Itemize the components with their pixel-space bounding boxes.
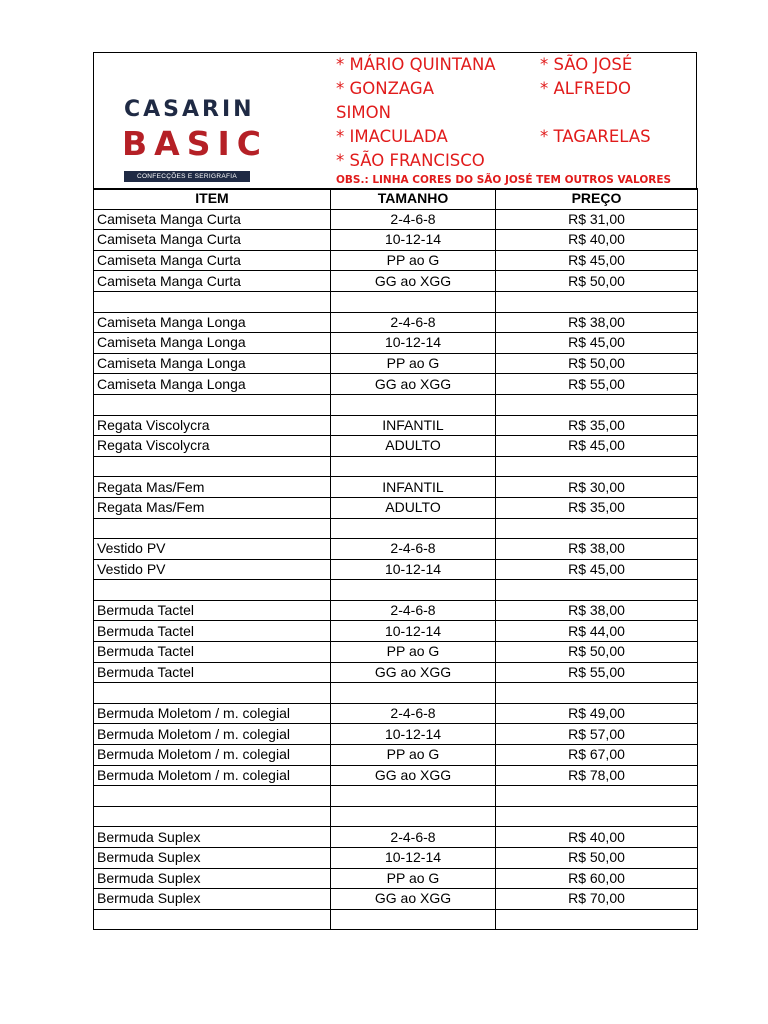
table-row [94,415,698,436]
item-cell: Bermuda Moletom / m. colegial [94,724,331,745]
size-cell: 10-12-14 [331,230,496,251]
item-cell: Bermuda Tactel [94,642,331,663]
item-cell: Regata Mas/Fem [94,477,331,498]
item-cell [94,786,331,807]
size-cell [331,518,496,539]
item-cell: Camiseta Manga Curta [94,209,331,230]
table-row [94,703,698,724]
table-row [94,662,698,683]
column-header-size: TAMANHO [331,189,496,210]
table-header-row [94,189,698,210]
price-cell: R$ 45,00 [496,333,698,354]
price-cell: R$ 45,00 [496,559,698,580]
table-row [94,291,698,312]
table-row [94,374,698,395]
size-cell: PP ao G [331,868,496,889]
school-alfredo: * ALFREDO [540,79,632,98]
price-cell: R$ 38,00 [496,600,698,621]
price-cell: R$ 67,00 [496,745,698,766]
table-row [94,559,698,580]
size-cell [331,806,496,827]
table-row [94,642,698,663]
table-row [94,209,698,230]
table-row [94,621,698,642]
size-cell: PP ao G [331,642,496,663]
item-cell: Camiseta Manga Curta [94,250,331,271]
item-cell [94,394,331,415]
item-cell: Bermuda Moletom / m. colegial [94,745,331,766]
table-row [94,477,698,498]
item-cell: Camiseta Manga Longa [94,353,331,374]
size-cell: GG ao XGG [331,374,496,395]
size-cell: INFANTIL [331,477,496,498]
table-row [94,271,698,292]
size-cell [331,394,496,415]
item-cell [94,580,331,601]
price-cell: R$ 78,00 [496,765,698,786]
item-cell: Bermuda Suplex [94,827,331,848]
table-row [94,497,698,518]
observation-note: OBS.: LINHA CORES DO SÃO JOSÉ TEM OUTROS VALORES [336,174,672,186]
price-cell [496,456,698,477]
item-cell [94,291,331,312]
item-cell: Bermuda Suplex [94,848,331,869]
price-cell: R$ 70,00 [496,889,698,910]
item-cell: Regata Viscolycra [94,415,331,436]
item-cell [94,683,331,704]
price-cell: R$ 55,00 [496,662,698,683]
table-row [94,868,698,889]
price-cell [496,806,698,827]
price-cell [496,291,698,312]
size-cell [331,909,496,930]
price-table [93,188,698,930]
item-cell: Camiseta Manga Curta [94,271,331,292]
size-cell: 10-12-14 [331,848,496,869]
price-cell: R$ 45,00 [496,436,698,457]
size-cell: 2-4-6-8 [331,600,496,621]
price-cell: R$ 49,00 [496,703,698,724]
table-row [94,539,698,560]
table-row [94,827,698,848]
table-row [94,806,698,827]
header-box [93,52,697,190]
table-row [94,848,698,869]
item-cell: Camiseta Manga Longa [94,333,331,354]
size-cell: ADULTO [331,436,496,457]
price-cell: R$ 50,00 [496,642,698,663]
size-cell: 2-4-6-8 [331,827,496,848]
size-cell: 2-4-6-8 [331,312,496,333]
school-mario-quintana: * MÁRIO QUINTANA [336,55,496,74]
table-row [94,909,698,930]
logo-tagline: CONFECÇÕES E SERIGRAFIA [124,171,250,182]
school-simon: SIMON [336,103,391,122]
table-row [94,394,698,415]
price-cell [496,518,698,539]
size-cell: 2-4-6-8 [331,209,496,230]
table-row [94,353,698,374]
price-cell [496,394,698,415]
table-row [94,683,698,704]
item-cell: Vestido PV [94,539,331,560]
size-cell [331,456,496,477]
size-cell [331,291,496,312]
table-row [94,600,698,621]
price-cell: R$ 50,00 [496,848,698,869]
size-cell: 10-12-14 [331,621,496,642]
size-cell [331,786,496,807]
item-cell: Bermuda Tactel [94,621,331,642]
price-cell: R$ 35,00 [496,497,698,518]
item-cell: Camiseta Manga Curta [94,230,331,251]
size-cell: PP ao G [331,250,496,271]
size-cell: ADULTO [331,497,496,518]
price-cell: R$ 50,00 [496,271,698,292]
size-cell: 10-12-14 [331,559,496,580]
item-cell: Bermuda Tactel [94,662,331,683]
price-cell [496,580,698,601]
table-row [94,786,698,807]
size-cell: 10-12-14 [331,333,496,354]
table-row [94,312,698,333]
item-cell [94,456,331,477]
price-cell: R$ 40,00 [496,827,698,848]
table-row [94,518,698,539]
item-cell: Bermuda Moletom / m. colegial [94,765,331,786]
price-cell: R$ 44,00 [496,621,698,642]
price-cell: R$ 30,00 [496,477,698,498]
school-sao-jose: * SÃO JOSÉ [540,55,633,74]
item-cell: Bermuda Suplex [94,889,331,910]
price-cell: R$ 40,00 [496,230,698,251]
table-row [94,436,698,457]
item-cell: Bermuda Suplex [94,868,331,889]
price-cell: R$ 50,00 [496,353,698,374]
school-tagarelas: * TAGARELAS [540,127,651,146]
item-cell: Regata Mas/Fem [94,497,331,518]
price-cell: R$ 38,00 [496,312,698,333]
price-cell: R$ 31,00 [496,209,698,230]
size-cell: GG ao XGG [331,765,496,786]
price-list-sheet [93,52,697,942]
price-cell [496,909,698,930]
item-cell: Camiseta Manga Longa [94,374,331,395]
price-cell: R$ 35,00 [496,415,698,436]
column-header-price: PREÇO [496,189,698,210]
school-imaculada: * IMACULADA [336,127,448,146]
table-row [94,724,698,745]
table-row [94,230,698,251]
item-cell: Regata Viscolycra [94,436,331,457]
logo-casarin-text: CASARIN [124,97,255,122]
logo-basic-text: BASIC [122,124,268,163]
table-row [94,456,698,477]
size-cell: INFANTIL [331,415,496,436]
size-cell: GG ao XGG [331,889,496,910]
casarin-basic-logo [122,97,268,185]
size-cell [331,683,496,704]
price-cell: R$ 60,00 [496,868,698,889]
size-cell: PP ao G [331,353,496,374]
price-cell: R$ 38,00 [496,539,698,560]
item-cell: Bermuda Tactel [94,600,331,621]
table-row [94,889,698,910]
price-cell [496,683,698,704]
price-cell [496,786,698,807]
table-row [94,765,698,786]
size-cell: 2-4-6-8 [331,703,496,724]
price-table-body [94,209,698,930]
school-sao-francisco: * SÃO FRANCISCO [336,151,485,170]
table-row [94,745,698,766]
table-row [94,333,698,354]
item-cell: Vestido PV [94,559,331,580]
item-cell: Bermuda Moletom / m. colegial [94,703,331,724]
school-gonzaga: * GONZAGA [336,79,434,98]
item-cell [94,806,331,827]
price-cell: R$ 55,00 [496,374,698,395]
size-cell: 2-4-6-8 [331,539,496,560]
table-row [94,580,698,601]
size-cell: GG ao XGG [331,271,496,292]
size-cell [331,580,496,601]
item-cell: Camiseta Manga Longa [94,312,331,333]
price-cell: R$ 57,00 [496,724,698,745]
size-cell: PP ao G [331,745,496,766]
item-cell [94,518,331,539]
size-cell: GG ao XGG [331,662,496,683]
size-cell: 10-12-14 [331,724,496,745]
table-row [94,250,698,271]
item-cell [94,909,331,930]
price-cell: R$ 45,00 [496,250,698,271]
column-header-item: ITEM [94,189,331,210]
